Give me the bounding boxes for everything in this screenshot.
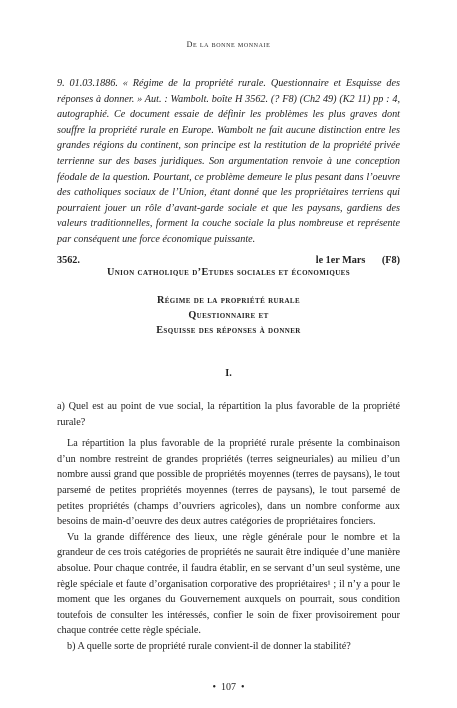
body-paragraph: La répartition la plus favorable de la propriété rurale présente la combinaison d’un nombre restreint de grandes propriétés (terres seigneuriales) au milieu d’un nombre aussi grand que possible de propriétés moyennes (terres de paysans), le tout parsemé de petites propriétés moyennes (terres de paysans), le tout parsemé de petites propriétés (champs d’ouvriers agricoles), dans un nombre conforme aux besoins de main-d’oeuvre des deux autres catégories de propriétaires fonciers. (57, 438, 400, 528)
footnote-entry: 9. 01.03.1886. « Régime de la propriété rurale. Questionnaire et Esquisse des réponses à donner. » Aut. : Wambolt. boîte H 3562. (? F8) (Ch2 49) (K2 11) pp : 4, autographié. Ce document essaie de définir les problèmes les plus graves dont souffre la propriété rurale en Europe. Wambolt ne fait aucune distinction entre les grandes régions du continent, son principe est la restitution de la propriété privée terrienne sur des bases juridiques. Son argumentation renvoie à une conception féodale de la question. Pourtant, ce problème demeure le plus pesant dans l’oeuvre des catholiques sociaux de l’Union, étant donné que les propriétaires terriens qui pourraient jouer un rôle d’avant-garde sociale et que les paysans, gardiens des valeurs traditionnelles, forment la couche sociale la plus nombreuse et représente par conséquent une force économique puissante. (57, 78, 400, 245)
document-header (57, 255, 400, 278)
question-paragraph: a) Quel est au point de vue social, la répartition la plus favorable de la propriété rurale? (57, 401, 400, 428)
title-line: Régime de la propriété rurale (156, 295, 301, 306)
page-footer: • 107 • (212, 682, 245, 693)
document-date: le 1er Mars (315, 255, 366, 266)
body-text (57, 399, 400, 655)
running-head: De la bonne monnaie (186, 40, 271, 49)
title-line: Esquisse des réponses à donner (156, 325, 301, 336)
section-number: I. (225, 368, 232, 379)
title-line: Questionnaire et (188, 310, 269, 321)
document-code: (F8) (381, 255, 400, 266)
body-paragraph: Vu la grande différence des lieux, une règle générale pour le nombre et la grandeur de ces trois catégories de propriétés ne saurait être indiquée d’une manière absolue. Pour chaque contrée, il faudra établir, en se servant d’un seul système, une règle spéciale et faute d’organisation corporative des propriétaires¹ ; il n’y a pour le moment que les organes du Gouvernement auxquels on pourrait, sous condition toutefois de consulter les intéressés, confier le soin de fixer provisoirement pour chaque contrée cette règle spéciale. (57, 531, 400, 637)
page-number: 107 (221, 682, 236, 693)
document-title (57, 293, 400, 338)
organization-name: Union catholique d’Etudes sociales et économiques (106, 267, 351, 278)
document-number: 3562. (57, 255, 80, 266)
question-paragraph: b) A quelle sorte de propriété rurale convient-il de donner la stabilité? (67, 640, 351, 652)
